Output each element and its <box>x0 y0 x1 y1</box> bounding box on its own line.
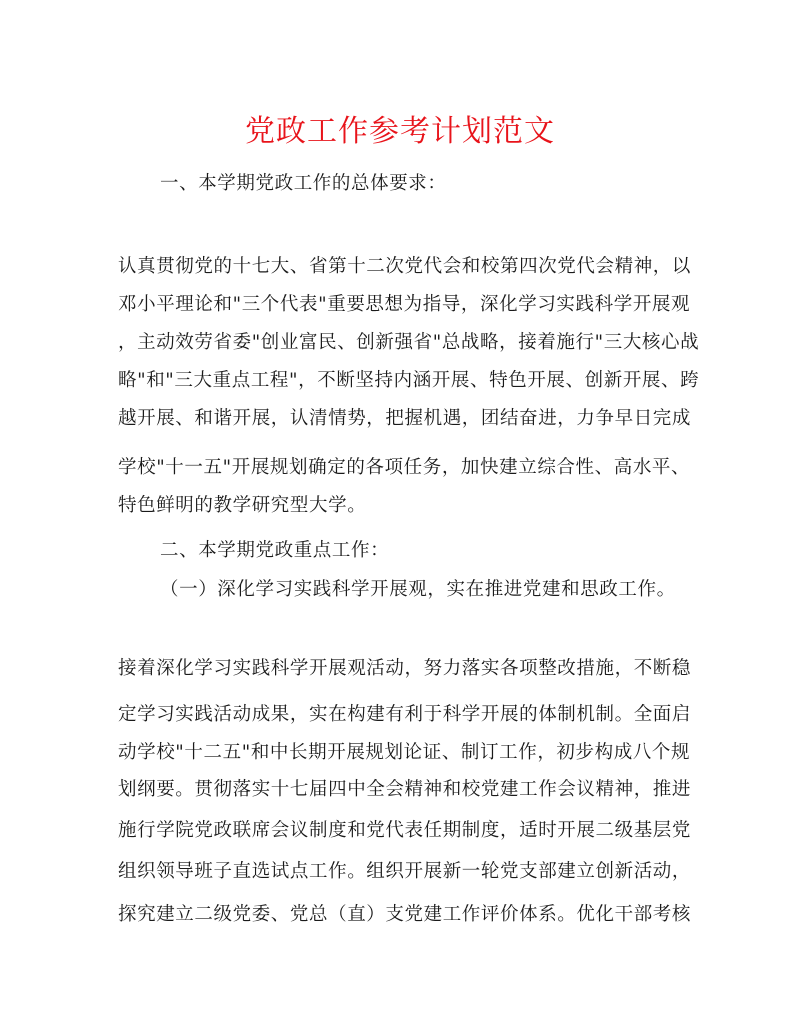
paragraph-line: 认真贯彻党的十七大、省第十二次党代会和校第四次党代会精神，以 <box>118 256 692 277</box>
paragraph-line: ，主动效劳省委"创业富民、创新强省"总战略，接着施行"三大核心战 <box>118 332 700 353</box>
paragraph-line: 特色鲜明的教学研究型大学。 <box>118 495 367 516</box>
paragraph-line: 略"和"三大重点工程"，不断坚持内涵开展、特色开展、创新开展、跨 <box>118 370 700 391</box>
document-title: 党政工作参考计划范文 <box>245 114 555 149</box>
subsection-heading: （一）深化学习实践科学开展观，实在推进党建和思政工作。 <box>160 579 676 600</box>
paragraph-line: 动学校"十二五"和中长期开展规划论证、制订工作，初步构成八个规 <box>118 742 691 763</box>
paragraph-line: 学校"十一五"开展规划确定的各项任务，加快建立综合性、高水平、 <box>118 457 691 478</box>
paragraph-line: 组织领导班子直选试点工作。组织开展新一轮党支部建立创新活动， <box>118 861 692 882</box>
section-heading: 一、本学期党政工作的总体要求： <box>160 173 447 194</box>
paragraph-line: 划纲要。贯彻落实十七届四中全会精神和校党建工作会议精神，推进 <box>118 779 692 800</box>
paragraph-line: 接着深化学习实践科学开展观活动，努力落实各项整改措施，不断稳 <box>118 658 692 679</box>
section-heading: 二、本学期党政重点工作： <box>160 540 390 561</box>
paragraph-line: 定学习实践活动成果，实在构建有利于科学开展的体制机制。全面启 <box>118 704 692 725</box>
paragraph-line: 越开展、和谐开展，认清情势，把握机遇，团结奋进，力争早日完成 <box>118 408 692 429</box>
paragraph-line: 施行学院党政联席会议制度和党代表任期制度，适时开展二级基层党 <box>118 820 692 841</box>
paragraph-line: 探究建立二级党委、党总（直）支党建工作评价体系。优化干部考核 <box>118 904 692 925</box>
paragraph-line: 邓小平理论和"三个代表"重要思想为指导，深化学习实践科学开展观 <box>118 294 691 315</box>
